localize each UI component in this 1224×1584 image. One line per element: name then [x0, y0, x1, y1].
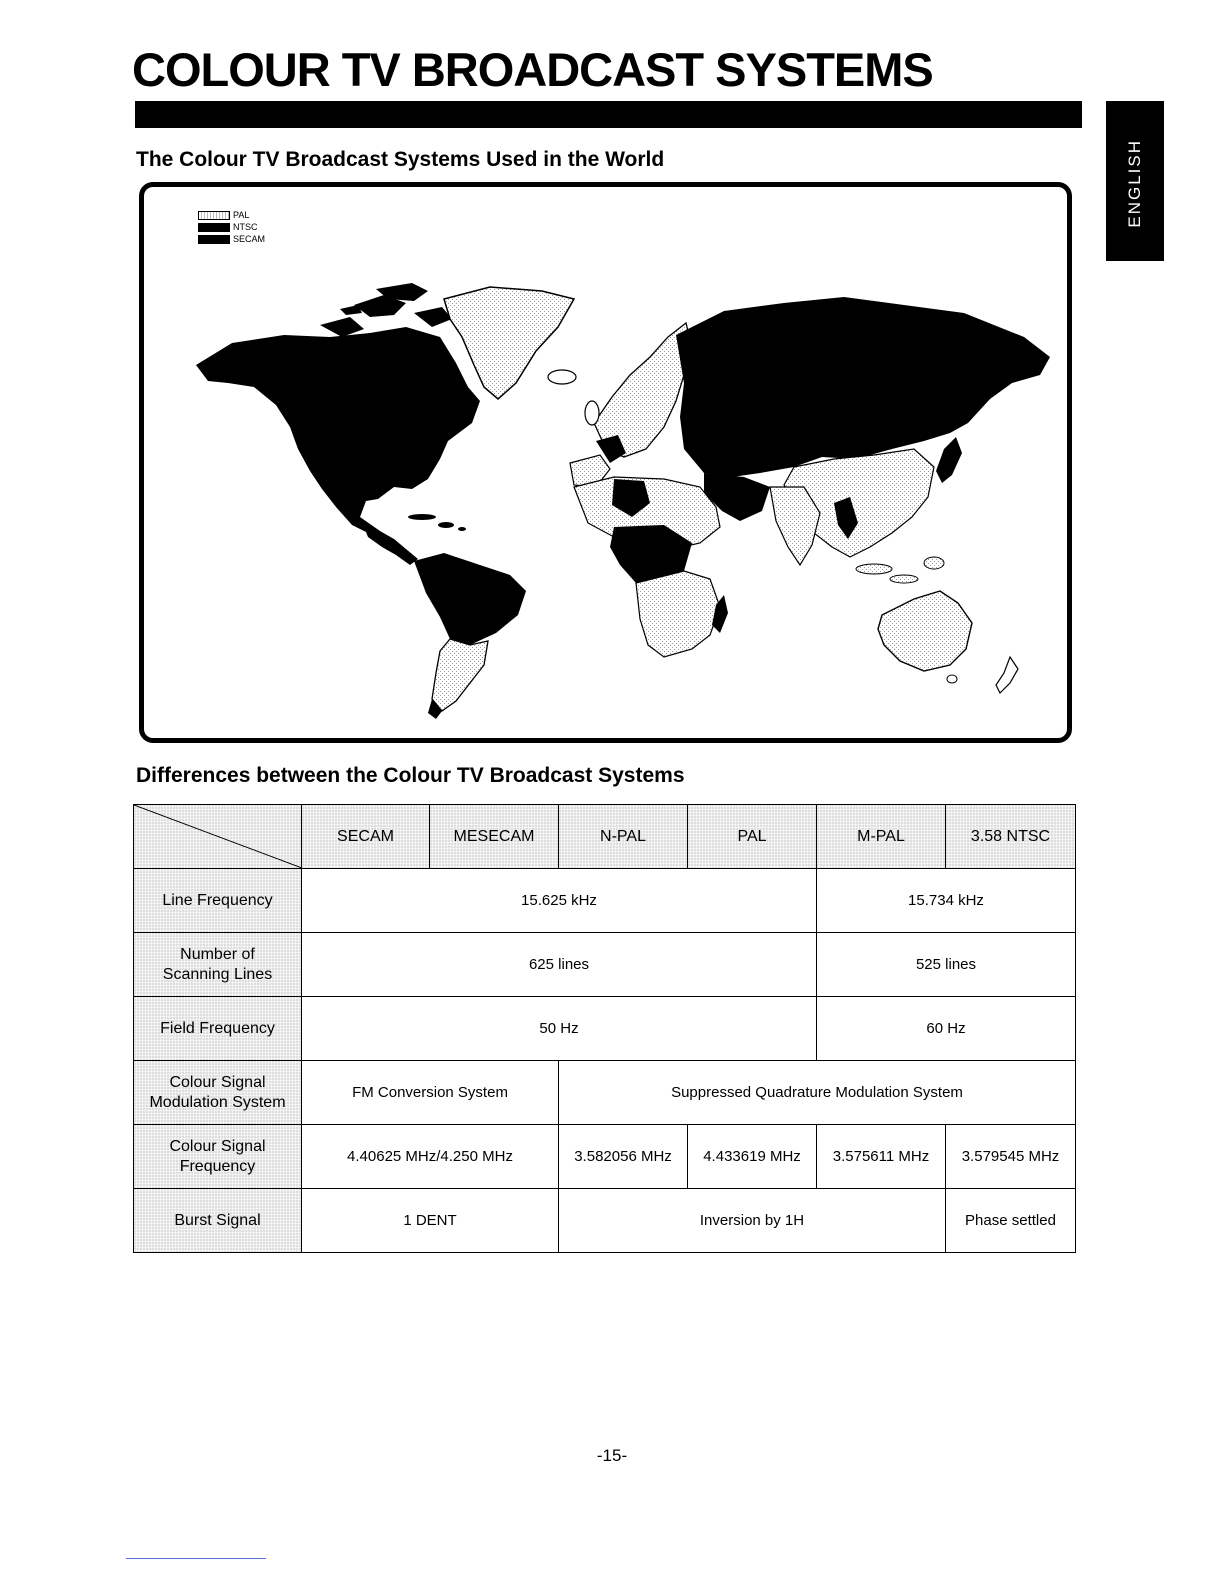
new-zealand-shape	[996, 657, 1018, 693]
row-label-line2: Frequency	[179, 1157, 256, 1175]
burst-signal-pal-group: Inversion by 1H	[559, 1189, 946, 1253]
signal-frequency-pal: 4.433619 MHz	[688, 1125, 817, 1189]
north-america-shape	[196, 327, 480, 533]
south-america-black	[414, 553, 526, 645]
field-frequency-60hz: 60 Hz	[817, 997, 1076, 1061]
scanning-lines-625: 625 lines	[302, 933, 817, 997]
row-label-burst-signal: Burst Signal	[134, 1189, 302, 1253]
column-header-mpal: M-PAL	[817, 805, 946, 869]
row-label-scanning-lines	[134, 933, 302, 997]
row-label-line1: Number of	[180, 945, 255, 963]
signal-frequency-ntsc: 3.579545 MHz	[946, 1125, 1076, 1189]
row-label-line2: Scanning Lines	[162, 965, 273, 983]
corner-diagonal	[134, 805, 302, 868]
south-america-pal	[432, 639, 488, 711]
british-isles	[585, 401, 599, 425]
africa-south	[636, 571, 720, 657]
japan-shape	[936, 437, 962, 483]
modulation-fm: FM Conversion System	[302, 1061, 559, 1125]
map-section-heading: The Colour TV Broadcast Systems Used in the World	[136, 148, 665, 171]
row-label-field-frequency: Field Frequency	[134, 997, 302, 1061]
signal-frequency-mpal: 3.575611 MHz	[817, 1125, 946, 1189]
footer-rule	[126, 1558, 266, 1559]
column-header-secam: SECAM	[302, 805, 430, 869]
language-tab-label: ENGLISH	[1125, 139, 1144, 228]
line-frequency-525: 15.734 kHz	[817, 869, 1076, 933]
row-label-line1: Colour Signal	[169, 1073, 266, 1091]
iceland-shape	[548, 370, 576, 384]
table-row	[134, 1125, 1076, 1189]
europe-pal	[594, 323, 692, 457]
ussr-secam	[676, 297, 1050, 477]
table-row	[134, 869, 1076, 933]
column-header-npal: N-PAL	[559, 805, 688, 869]
tasmania-shape	[947, 675, 957, 683]
column-header-ntsc: 3.58 NTSC	[946, 805, 1076, 869]
language-side-tab	[1106, 101, 1164, 261]
table-section-heading: Differences between the Colour TV Broadcast Systems	[136, 764, 685, 787]
legend-label-pal: PAL	[233, 210, 250, 220]
caribbean-islands	[408, 514, 466, 531]
burst-signal-ntsc: Phase settled	[946, 1189, 1076, 1253]
row-label-modulation	[134, 1061, 302, 1125]
table-header-row	[134, 805, 1076, 869]
table-row	[134, 1189, 1076, 1253]
modulation-sqm: Suppressed Quadrature Modulation System	[559, 1061, 1076, 1125]
legend-label-ntsc: NTSC	[233, 222, 258, 232]
world-map-graphic	[144, 187, 1067, 738]
table-row	[134, 933, 1076, 997]
signal-frequency-secam: 4.40625 MHz/4.250 MHz	[302, 1125, 559, 1189]
table-row	[134, 997, 1076, 1061]
arctic-islands	[320, 283, 452, 337]
column-header-pal: PAL	[688, 805, 817, 869]
row-label-signal-frequency	[134, 1125, 302, 1189]
row-label-line-frequency: Line Frequency	[134, 869, 302, 933]
column-header-mesecam: MESECAM	[430, 805, 559, 869]
indonesia-islands	[856, 557, 944, 583]
title-underline-bar	[135, 101, 1082, 128]
field-frequency-50hz: 50 Hz	[302, 997, 817, 1061]
row-label-line1: Colour Signal	[169, 1137, 266, 1155]
table-corner-cell	[134, 805, 302, 869]
page-number: -15-	[596, 1446, 628, 1465]
scanning-lines-525: 525 lines	[817, 933, 1076, 997]
line-frequency-625: 15.625 kHz	[302, 869, 817, 933]
broadcast-systems-table	[133, 804, 1076, 1253]
row-label-line2: Modulation System	[149, 1093, 286, 1111]
page-title: COLOUR TV BROADCAST SYSTEMS	[132, 43, 933, 96]
world-map-frame	[139, 182, 1072, 743]
legend-label-secam: SECAM	[233, 234, 266, 244]
signal-frequency-npal: 3.582056 MHz	[559, 1125, 688, 1189]
australia-pal	[878, 591, 972, 671]
burst-signal-secam: 1 DENT	[302, 1189, 559, 1253]
central-america-shape	[360, 517, 418, 565]
table-row	[134, 1061, 1076, 1125]
